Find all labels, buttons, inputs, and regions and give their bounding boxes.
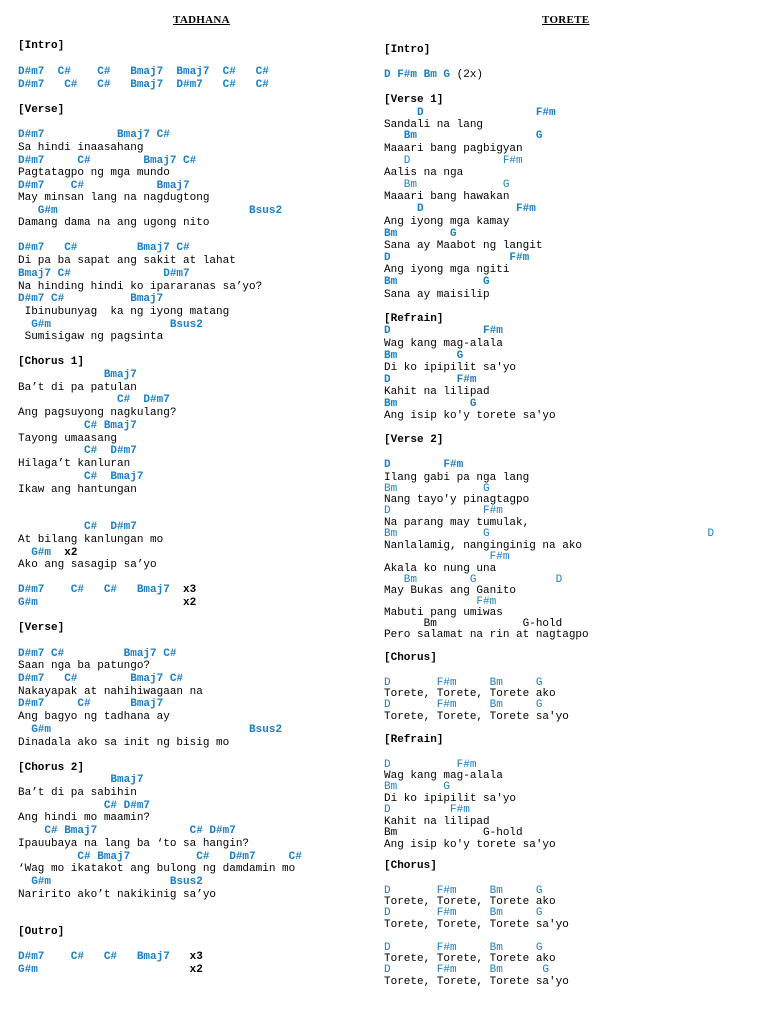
line-text: Nakayapak at nahihiwagaan na (18, 686, 203, 698)
lyric-line (384, 919, 569, 931)
line-text: Damang dama na ang ugong nito (18, 217, 210, 229)
chord-line (18, 547, 77, 559)
line-text: Ang bagyo ng tadhana ay (18, 711, 170, 723)
chord-text: Bm G (384, 350, 464, 362)
chord-line (384, 203, 536, 215)
line-text: May minsan lang na nagdugtong (18, 192, 210, 204)
line-text: Sana ay maisilip (384, 289, 490, 301)
chord-text: D F#m (384, 325, 503, 337)
line-text: Maaari bang hawakan (384, 191, 510, 203)
section-label: [Verse 1] (384, 94, 444, 106)
chord-text: C# D#m7 (18, 394, 170, 406)
section-label: [Verse] (18, 104, 65, 116)
section-heading (18, 622, 64, 634)
chord-line (18, 293, 163, 305)
line-text: Nang tayo'y pinagtagpo (384, 494, 530, 506)
chord-line (18, 471, 143, 483)
repeat-marker: x3 (183, 584, 197, 596)
chord-line (18, 268, 190, 280)
chord-text: C# Bmaj7 (18, 420, 137, 432)
line-text: Kahit na lilipad (384, 816, 490, 828)
section-heading (384, 94, 443, 106)
chord-line (384, 130, 542, 142)
lyric-line (18, 331, 163, 343)
chord-text: G#m Bsus2 (18, 724, 283, 736)
repeat-marker: x3 (189, 951, 203, 963)
line-text: Mabuti pang umiwas (384, 607, 503, 619)
chord-line (18, 648, 176, 660)
lyric-line (384, 976, 569, 988)
line-text: Hilaga’t kanluran (18, 458, 131, 470)
line-text: Ilang gabi pa nga lang (384, 472, 530, 484)
line-text: Sandali na lang (384, 119, 484, 131)
line-text: Saan nga ba patungo? (18, 660, 151, 672)
line-text: Nanlalamig, nanginginig na ako (384, 540, 583, 552)
section-label: [Outro] (18, 926, 65, 938)
chord-text: Bm G (384, 276, 490, 288)
chord-text: C# D#m7 (18, 800, 151, 812)
chord-text: F#m (384, 551, 510, 563)
lyric-line (18, 433, 117, 445)
chord-line (18, 825, 236, 837)
line-text: ‘Wag mo ikatakot ang bulong ng damdamin mo (18, 863, 296, 875)
line-text: Pero salamat na rin at nagtagpo (384, 629, 589, 641)
chord-text: D F#m (384, 804, 470, 816)
chord-text: C# Bmaj7 C# D#m7 (18, 825, 236, 837)
lyric-line (384, 143, 523, 155)
chord-line (18, 724, 282, 736)
chord-text: D F#m (384, 459, 464, 471)
lyric-line (18, 281, 262, 293)
section-heading (18, 104, 64, 116)
chord-line (384, 179, 509, 191)
section-label: [Refrain] (384, 734, 444, 746)
chord-text: D#m7 C# Bmaj7 (18, 180, 190, 192)
chord-line (18, 394, 170, 406)
lyric-line (18, 217, 209, 229)
line-text: Naririto ako’t nakikinig sa’yo (18, 889, 217, 901)
chord-line-plain (384, 827, 523, 839)
chord-line (18, 800, 150, 812)
line-text: Ang iyong mga kamay (384, 216, 510, 228)
chord-line (18, 964, 203, 976)
chord-text: C# Bmaj7 C# D#m7 C# (18, 851, 302, 863)
chord-line (18, 876, 203, 888)
lyric-line (18, 787, 137, 799)
chord-text: Bm G (384, 179, 510, 191)
chord-text: C# Bmaj7 (18, 471, 144, 483)
section-heading (18, 926, 64, 938)
line-text: Ako ang sasagip sa’yo (18, 559, 157, 571)
chord-text: Bmaj7 (18, 369, 137, 381)
lyric-line (18, 534, 163, 546)
chord-line (18, 155, 196, 167)
chord-text: G#m (18, 547, 65, 559)
section-heading (18, 40, 64, 52)
chord-text: G#m Bsus2 (18, 319, 203, 331)
lyric-line (18, 737, 229, 749)
lyric-line (18, 382, 137, 394)
chord-text: G#m Bsus2 (18, 876, 203, 888)
chord-text: D F#m (384, 505, 503, 517)
chord-line (18, 129, 170, 141)
chord-text: D F#m Bm G (384, 69, 457, 81)
chord-line (384, 155, 523, 167)
chord-text: Bm G D (384, 528, 715, 540)
repeat-marker: x2 (189, 964, 203, 976)
chord-line (384, 964, 549, 976)
chord-line (18, 79, 269, 91)
repeat-marker: x2 (64, 547, 78, 559)
line-text: Bm G-hold (384, 827, 523, 839)
section-heading (384, 860, 437, 872)
chord-text: D F#m (384, 759, 477, 771)
chord-text: D#m7 C# Bmaj7 (18, 293, 164, 305)
chord-line (18, 951, 203, 963)
section-label: [Refrain] (384, 313, 444, 325)
lyric-line (384, 629, 589, 641)
lyric-line (18, 812, 150, 824)
line-text: Ibinubunyag ka ng iyong matang (18, 306, 230, 318)
line-text: Ipauubaya na lang ba ‘to sa hangin? (18, 838, 250, 850)
lyric-line (18, 838, 249, 850)
line-text: Torete, Torete, Torete ako (384, 688, 556, 700)
line-text: Ang isip ko'y torete sa'yo (384, 839, 556, 851)
chord-text: D F#m (384, 107, 556, 119)
line-text: Di ko ipipilit sa'yo (384, 793, 517, 805)
song-title-tadhana: TADHANA (173, 14, 230, 26)
line-text: Ang pagsuyong nagkulang? (18, 407, 177, 419)
section-heading (18, 356, 84, 368)
chord-text: D F#m (384, 203, 536, 215)
section-heading (384, 313, 443, 325)
section-label: [Intro] (384, 44, 431, 56)
chord-text: F#m (384, 596, 497, 608)
line-text: Sana ay Maabot ng langit (384, 240, 543, 252)
line-text: Na hinding hindi ko ipararanas sa’yo? (18, 281, 263, 293)
line-text: Wag kang mag-alala (384, 770, 503, 782)
chord-line (18, 205, 282, 217)
line-text: Pagtatagpo ng mga mundo (18, 167, 170, 179)
line-text: Torete, Torete, Torete ako (384, 896, 556, 908)
lyric-line (384, 362, 516, 374)
line-text: Ang isip ko'y torete sa'yo (384, 410, 556, 422)
chord-line (384, 781, 450, 793)
lyric-line (384, 289, 490, 301)
line-text: Sumisigaw ng pagsinta (18, 331, 164, 343)
lyric-line (18, 306, 229, 318)
chord-line (384, 252, 529, 264)
lyric-line (18, 142, 143, 154)
chord-text: D#m7 Bmaj7 C# (18, 129, 170, 141)
section-label: [Chorus 2] (18, 762, 85, 774)
line-text: Wag kang mag-alala (384, 338, 503, 350)
line-text: Torete, Torete, Torete sa'yo (384, 919, 569, 931)
chord-text: Bmaj7 (18, 774, 144, 786)
chord-line (18, 774, 143, 786)
chord-line (18, 319, 203, 331)
chord-text: Bm G D (384, 574, 563, 586)
chord-text: D#m7 C# Bmaj7 C# (18, 242, 190, 254)
chord-line (384, 374, 476, 386)
chord-text: Bm G (384, 398, 477, 410)
lyric-line (18, 192, 209, 204)
chord-text: D#m7 C# C# Bmaj7 D#m7 C# C# (18, 79, 269, 91)
chord-text: G#m Bsus2 (18, 205, 283, 217)
line-text: Na parang may tumulak, (384, 517, 530, 529)
line-text: Kahit na lilipad (384, 386, 490, 398)
lyric-line (384, 216, 509, 228)
chord-text: D F#m (384, 374, 477, 386)
chord-text: D#m7 C# Bmaj7 C# (18, 673, 184, 685)
chord-line (384, 907, 542, 919)
chord-text: D F#m Bm G (384, 677, 543, 689)
section-label: [Intro] (18, 40, 65, 52)
repeat-marker: (2x) (456, 69, 484, 81)
section-heading (18, 762, 84, 774)
chord-text: C# D#m7 (18, 521, 137, 533)
chord-text: Bmaj7 C# D#m7 (18, 268, 190, 280)
chord-line (384, 398, 476, 410)
lyric-line (18, 686, 203, 698)
section-heading (384, 734, 443, 746)
chord-line (18, 66, 269, 78)
chord-text: D F#m Bm G (384, 942, 543, 954)
chord-line (18, 445, 137, 457)
lyric-line (384, 338, 503, 350)
chord-line (18, 242, 190, 254)
line-text: Bm G-hold (384, 618, 563, 630)
chord-line (18, 521, 137, 533)
lyric-line (18, 484, 137, 496)
chord-line (18, 698, 163, 710)
chord-text: D F#m (384, 252, 530, 264)
section-label: [Chorus] (384, 652, 437, 664)
chord-text: D F#m Bm G (384, 699, 543, 711)
chord-line (18, 180, 190, 192)
line-text: Ang hindi mo maamin? (18, 812, 151, 824)
section-heading (384, 44, 430, 56)
chord-line (384, 107, 556, 119)
line-text: Di ko ipipilit sa'yo (384, 362, 517, 374)
chord-line (384, 228, 457, 240)
chord-line (384, 505, 503, 517)
line-text: Ang iyong mga ngiti (384, 264, 510, 276)
chord-text: Bm G (384, 228, 457, 240)
lyric-line (18, 711, 170, 723)
line-text: Ikaw ang hantungan (18, 484, 137, 496)
chord-line (18, 851, 302, 863)
chord-text: G#m (18, 964, 190, 976)
chord-line (384, 325, 503, 337)
chord-line (384, 804, 470, 816)
lyric-line (384, 711, 569, 723)
chord-text: D F#m (384, 155, 523, 167)
lyric-line (384, 839, 556, 851)
line-text: Aalis na nga (384, 167, 464, 179)
chord-line (18, 369, 137, 381)
section-label: [Chorus 1] (18, 356, 85, 368)
chord-text: G#m (18, 597, 184, 609)
song-title-torete: TORETE (542, 14, 590, 26)
line-text: Dinadala ako sa init ng bisig mo (18, 737, 230, 749)
line-text: At bilang kanlungan mo (18, 534, 164, 546)
chord-line (18, 597, 196, 609)
lyric-line (18, 255, 236, 267)
lyric-line (384, 167, 463, 179)
chord-line (18, 673, 183, 685)
chord-text: D#m7 C# Bmaj7 (18, 698, 164, 710)
chord-text: D F#m Bm G (384, 907, 543, 919)
lyric-line (384, 264, 509, 276)
chord-text: D#m7 C# C# Bmaj7 Bmaj7 C# C# (18, 66, 269, 78)
chord-text: D#m7 C# Bmaj7 C# (18, 648, 177, 660)
lyric-line (18, 407, 176, 419)
line-text: Torete, Torete, Torete sa'yo (384, 711, 569, 723)
repeat-marker: x2 (183, 597, 197, 609)
line-text: Torete, Torete, Torete sa'yo (384, 976, 569, 988)
lyric-line (384, 386, 490, 398)
chord-text: D F#m Bm G (384, 964, 550, 976)
section-label: [Verse 2] (384, 434, 444, 446)
lyric-line (18, 660, 150, 672)
lyric-line (18, 167, 170, 179)
chord-text: Bm G (384, 781, 451, 793)
chord-text: C# D#m7 (18, 445, 137, 457)
chord-line (18, 584, 196, 596)
line-text: Ba’t di pa sabihin (18, 787, 137, 799)
line-text: Tayong umaasang (18, 433, 118, 445)
chord-line (384, 699, 542, 711)
chord-text: D#m7 C# C# Bmaj7 (18, 951, 190, 963)
chord-line (384, 276, 490, 288)
chord-text: D#m7 C# Bmaj7 C# (18, 155, 197, 167)
section-label: [Verse] (18, 622, 65, 634)
chord-text: Bm G (384, 483, 490, 495)
line-text: Di pa ba sapat ang sakit at lahat (18, 255, 236, 267)
chord-text: D#m7 C# C# Bmaj7 (18, 584, 184, 596)
lyric-line (384, 410, 556, 422)
chord-text: D F#m Bm G (384, 885, 543, 897)
lyric-line (18, 889, 216, 901)
chord-line (384, 69, 483, 81)
line-text: Akala ko nung una (384, 563, 497, 575)
section-heading (384, 652, 437, 664)
chord-line (384, 459, 463, 471)
lyric-line (18, 863, 295, 875)
line-text: Torete, Torete, Torete ako (384, 953, 556, 965)
line-text: Maaari bang pagbigyan (384, 143, 523, 155)
lyric-line (384, 191, 509, 203)
section-label: [Chorus] (384, 860, 437, 872)
lyric-line (18, 559, 157, 571)
chord-line (384, 551, 509, 563)
chord-text: Bm G (384, 130, 543, 142)
chord-line (384, 528, 714, 540)
chord-line (18, 420, 137, 432)
line-text: May Bukas ang Ganito (384, 585, 517, 597)
section-heading (384, 434, 443, 446)
line-text: Sa hindi inaasahang (18, 142, 144, 154)
line-text: Ba’t di pa patulan (18, 382, 137, 394)
lyric-line (384, 240, 542, 252)
lyric-line (18, 458, 130, 470)
chord-line (384, 350, 463, 362)
